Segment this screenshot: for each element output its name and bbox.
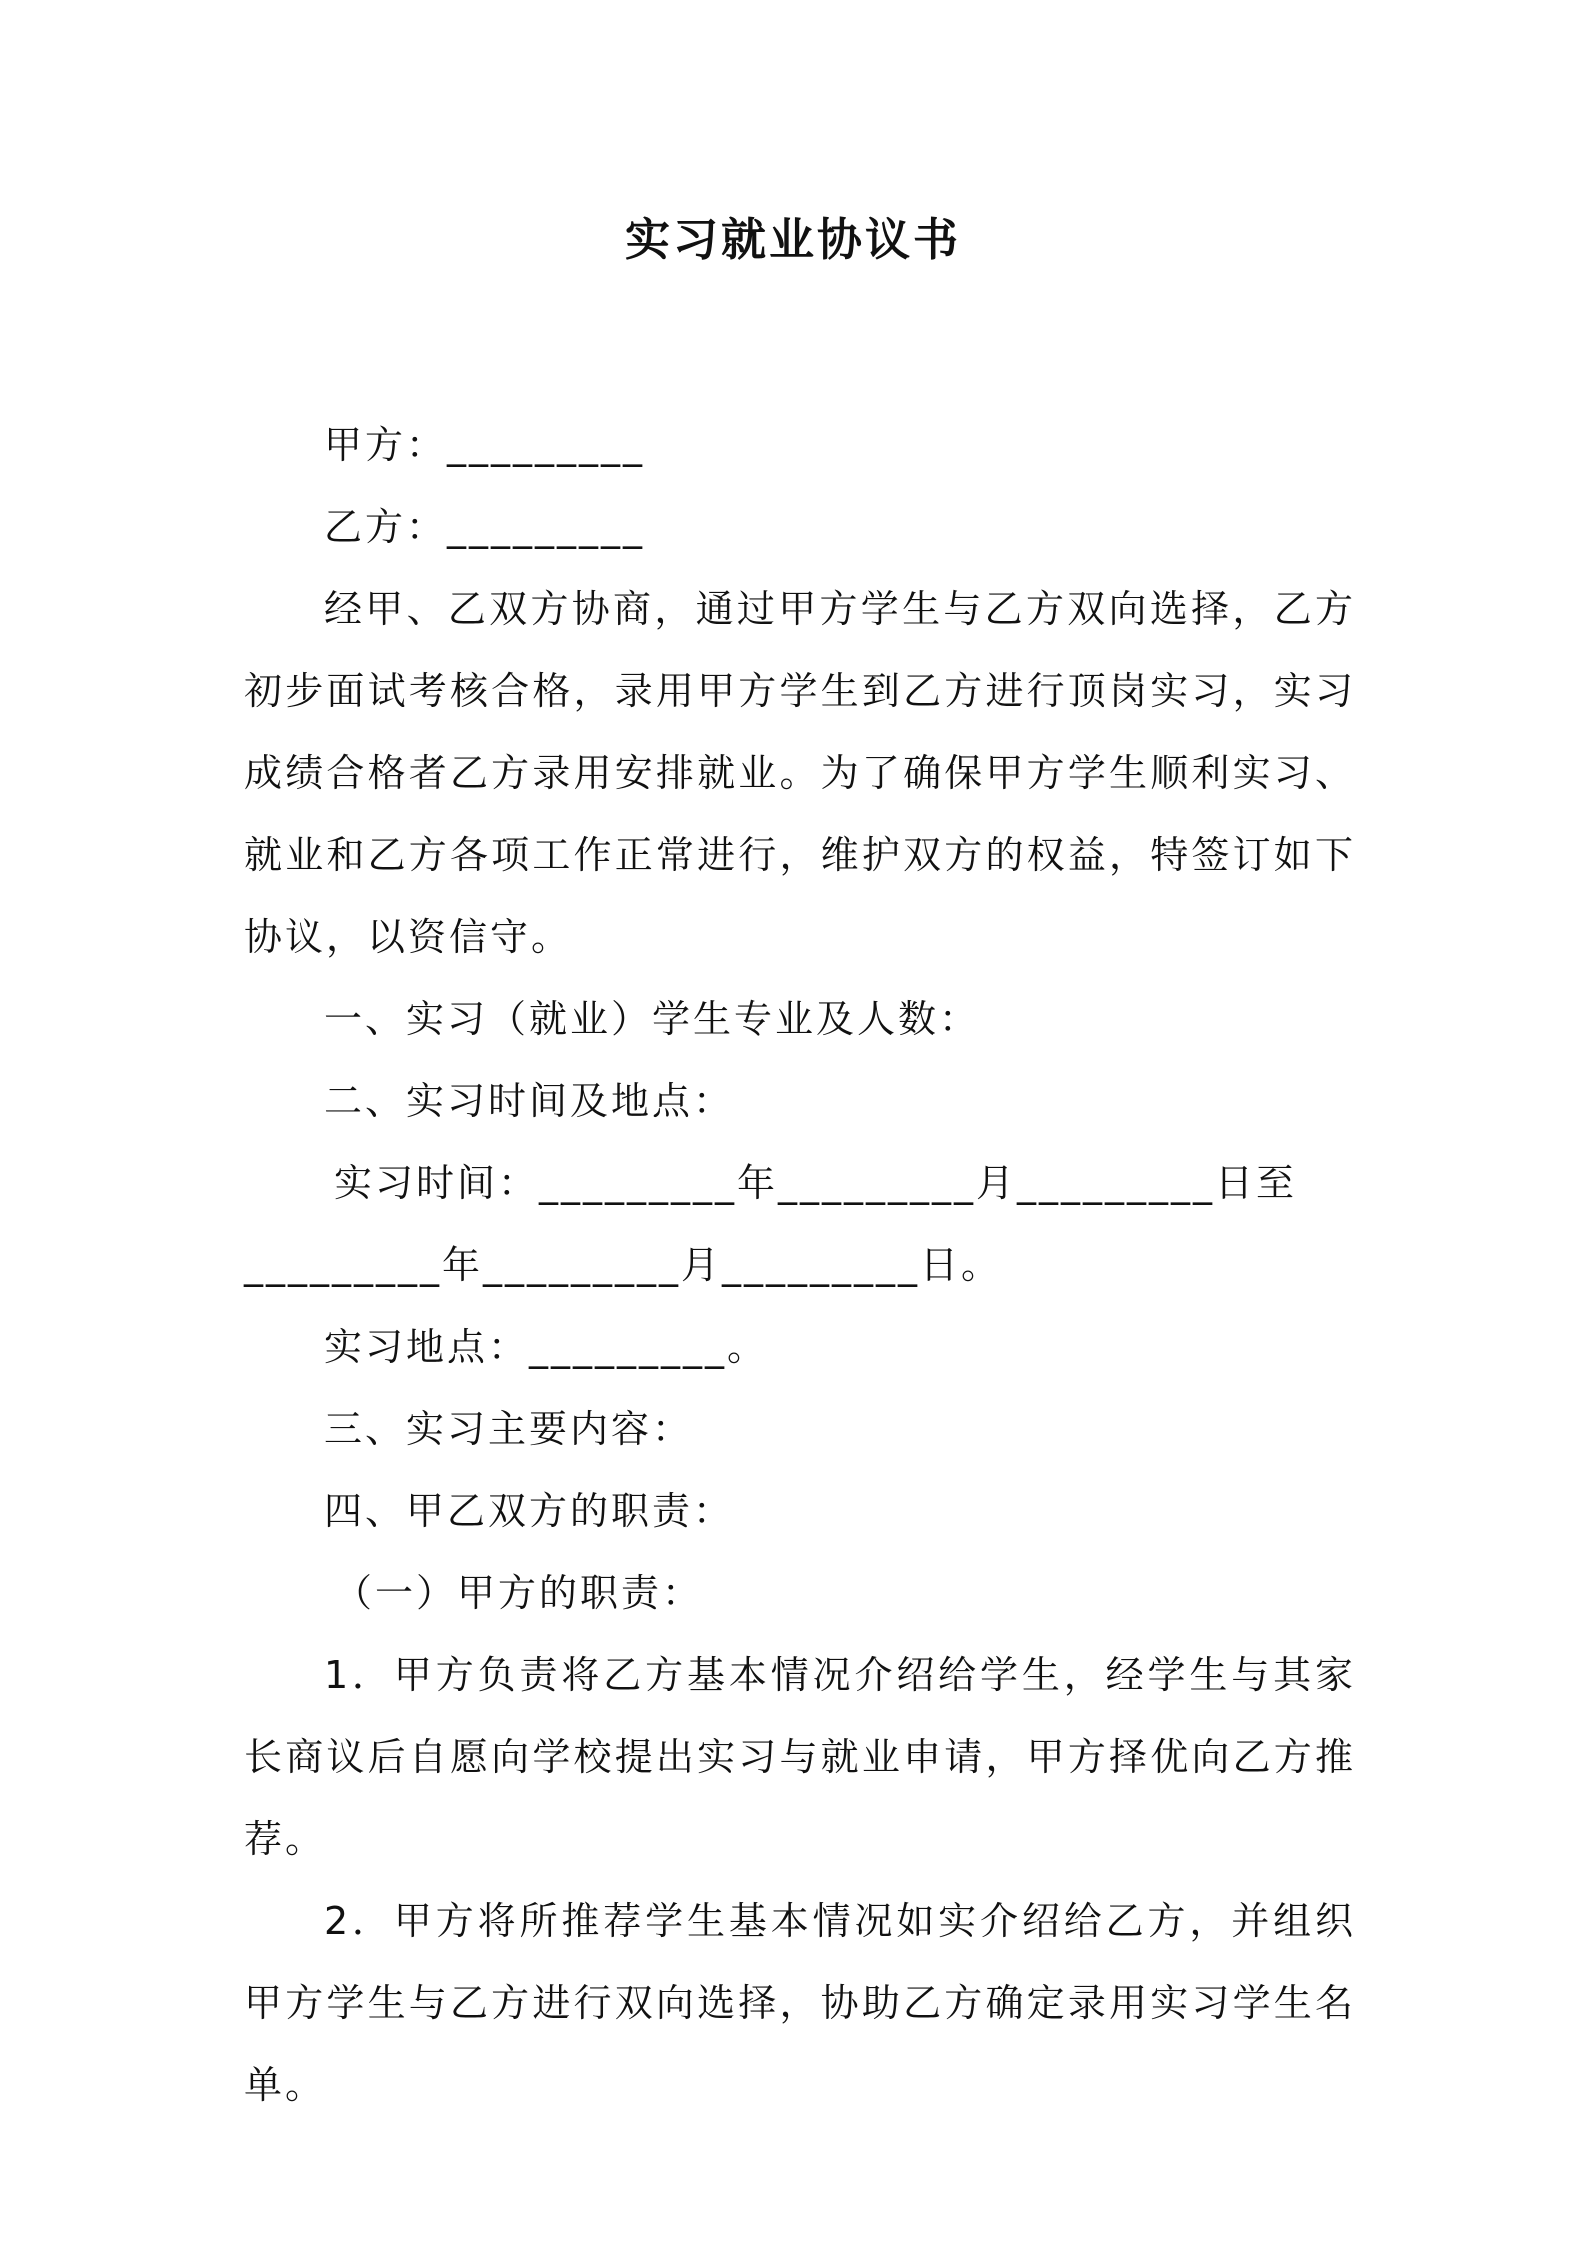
internship-time-line-1: 实习时间：_________年_________月_________日至 [334, 1161, 1298, 1205]
duty-item-2: 2．甲方将所推荐学生基本情况如实介绍给乙方，并组织甲方学生与乙方进行双向选择，协助乙方确定录用实习学生名单。 [244, 1899, 1356, 2107]
party-a-line: 甲方：_________ [324, 423, 646, 467]
internship-time-line-2: _________年_________月_________日。 [244, 1243, 1003, 1287]
document-body [244, 404, 1356, 2126]
section-heading-1: 一、实习（就业）学生专业及人数： [324, 997, 981, 1041]
section-heading-3: 三、实习主要内容： [324, 1407, 694, 1451]
subsection-heading-a: （一）甲方的职责： [334, 1571, 704, 1615]
document-title: 实习就业协议书 [624, 213, 961, 266]
internship-place-line: 实习地点：_________。 [324, 1325, 769, 1369]
preamble-paragraph: 经甲、乙双方协商，通过甲方学生与乙方双向选择，乙方初步面试考核合格，录用甲方学生到乙方进行顶岗实习，实习成绩合格者乙方录用安排就业。为了确保甲方学生顺利实习、就业和乙方各项工作正常进行，维护双方的权益，特签订如下协议，以资信守。 [244, 587, 1356, 959]
section-heading-2: 二、实习时间及地点： [324, 1079, 735, 1123]
duty-item-1: 1．甲方负责将乙方基本情况介绍给学生，经学生与其家长商议后自愿向学校提出实习与就业申请，甲方择优向乙方推荐。 [244, 1653, 1356, 1861]
section-heading-4: 四、甲乙双方的职责： [324, 1489, 735, 1533]
party-b-line: 乙方：_________ [324, 505, 646, 549]
